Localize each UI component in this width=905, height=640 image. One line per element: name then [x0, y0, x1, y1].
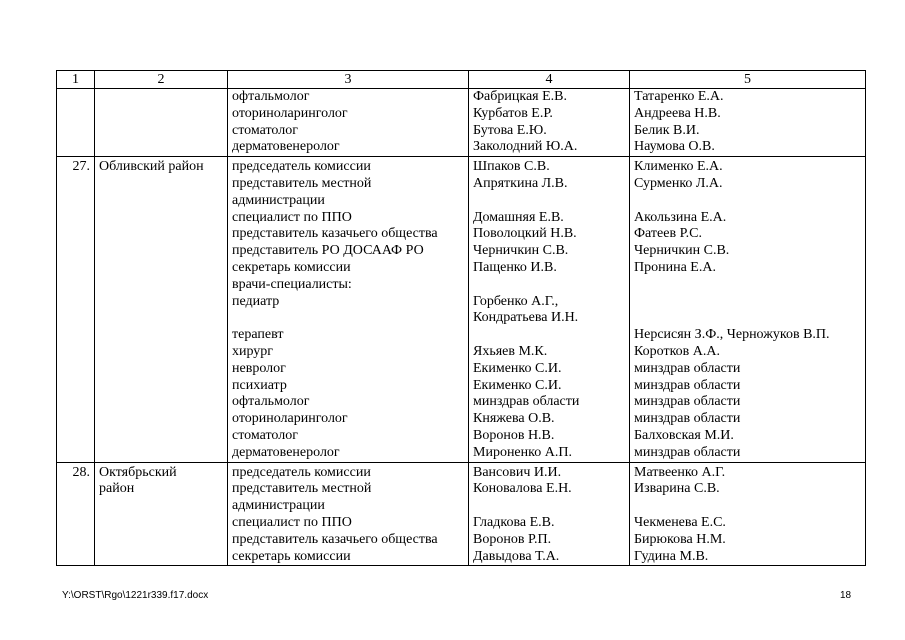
row-number-cell: [57, 89, 95, 157]
reserve-line: Фатеев Р.С.: [634, 226, 702, 242]
reserve-line: Наумова О.В.: [634, 139, 715, 155]
member-line: Поволоцкий Н.В.: [473, 226, 577, 242]
header-cell-2: 2: [95, 71, 228, 89]
reserve-line: минздрав области: [634, 444, 741, 460]
header-cell-1: 1: [57, 71, 95, 89]
member-line: Бутова Е.Ю.: [473, 122, 547, 138]
member-line: [473, 327, 625, 344]
member-line: минздрав области: [473, 394, 580, 410]
member-line: Екименко С.И.: [473, 360, 562, 376]
reserve-line: [634, 193, 861, 210]
reserve-line: [634, 498, 861, 515]
role-line: педиатр: [232, 293, 280, 309]
member-line: [473, 193, 625, 210]
role-line: представитель местной: [232, 175, 372, 191]
role-line: представитель казачьего общества: [232, 226, 438, 242]
role-line: представитель казачьего общества: [232, 531, 438, 547]
role-line: представитель РО ДОСААФ РО: [232, 243, 424, 259]
row-number: 27.: [72, 159, 90, 175]
member-line: Гладкова Е.В.: [473, 514, 555, 530]
reserve-line: Изварина С.В.: [634, 481, 720, 497]
reserve-line: Татаренко Е.А.: [634, 89, 724, 104]
role-line: терапевт: [232, 327, 284, 343]
row-number: [61, 89, 90, 106]
member-line: Коновалова Е.Н.: [473, 481, 572, 497]
reserve-line: минздрав области: [634, 377, 741, 393]
header-cell-4: 4: [469, 71, 630, 89]
member-line: Екименко С.И.: [473, 377, 562, 393]
role-line: невролог: [232, 360, 286, 376]
reserve-line: Балховская М.И.: [634, 427, 734, 443]
role-line: офтальмолог: [232, 394, 310, 410]
role-line: секретарь комиссии: [232, 259, 351, 275]
reserve-line: Пронина Е.А.: [634, 259, 716, 275]
role-cell: [228, 89, 469, 157]
reserve-line: [634, 310, 861, 327]
reserve-line: минздрав области: [634, 394, 741, 410]
reserve-line: Акользина Е.А.: [634, 209, 727, 225]
member-line: Шпаков С.В.: [473, 159, 550, 175]
member-line: Княжева О.В.: [473, 411, 555, 427]
role-line: администрации: [232, 498, 325, 514]
reserve-line: Клименко Е.А.: [634, 159, 723, 175]
role-cell: [228, 157, 469, 462]
header-cell-3: 3: [228, 71, 469, 89]
member-line: Горбенко А.Г.,: [473, 293, 559, 309]
member-line: Кондратьева И.Н.: [473, 310, 579, 326]
row-number-cell: [57, 157, 95, 462]
member-line: Фабрицкая Е.В.: [473, 89, 568, 104]
row-number: 28.: [72, 464, 90, 480]
member-line: Мироненко А.П.: [473, 444, 572, 460]
table-row: [57, 157, 866, 462]
district-cell: [95, 157, 228, 462]
role-line: администрации: [232, 192, 325, 208]
reserve-line: Андреева Н.В.: [634, 105, 721, 121]
district-cell: [95, 89, 228, 157]
reserve-cell: [630, 462, 866, 566]
reserve-cell: [630, 157, 866, 462]
reserve-line: Гудина М.В.: [634, 548, 709, 564]
member-cell: [469, 462, 630, 566]
reserve-line: минздрав области: [634, 411, 741, 427]
reserve-line: Матвеенко А.Г.: [634, 464, 726, 480]
role-line: секретарь комиссии: [232, 548, 351, 564]
reserve-line: [634, 277, 861, 294]
member-line: Апряткина Л.В.: [473, 175, 568, 191]
reserve-line: минздрав области: [634, 360, 741, 376]
row-number-cell: [57, 462, 95, 566]
role-line: оториноларинголог: [232, 105, 348, 121]
footer-file-path: Y:\ORST\Rgo\1221r339.f17.docx: [62, 590, 209, 601]
district-line: район: [99, 481, 135, 497]
member-line: [473, 277, 625, 294]
district-line: Обливский район: [99, 159, 204, 175]
member-line: Вансович И.И.: [473, 464, 562, 480]
role-line: председатель комиссии: [232, 464, 371, 480]
table-row: [57, 462, 866, 566]
member-line: Воронов Н.В.: [473, 427, 555, 443]
role-line: специалист по ППО: [232, 209, 352, 225]
table-row: [57, 89, 866, 157]
role-line: стоматолог: [232, 427, 298, 443]
role-line: председатель комиссии: [232, 159, 371, 175]
district-cell: [95, 462, 228, 566]
reserve-cell: [630, 89, 866, 157]
role-line: психиатр: [232, 377, 287, 393]
role-line: [232, 310, 464, 327]
district-line: [99, 89, 223, 106]
member-line: Заколодний Ю.А.: [473, 139, 578, 155]
role-line: хирург: [232, 343, 274, 359]
district-line: Октябрьский: [99, 464, 177, 480]
commission-table: [56, 70, 866, 566]
reserve-line: Сурменко Л.А.: [634, 175, 723, 191]
member-line: Яхьяев М.К.: [473, 343, 548, 359]
member-cell: [469, 89, 630, 157]
member-line: Черничкин С.В.: [473, 243, 569, 259]
member-line: Домашняя Е.В.: [473, 209, 564, 225]
role-line: оториноларинголог: [232, 411, 348, 427]
reserve-line: Белик В.И.: [634, 122, 700, 138]
header-row: [57, 71, 866, 89]
member-line: Воронов Р.П.: [473, 531, 552, 547]
role-line: врачи-специалисты:: [232, 276, 352, 292]
member-line: Давыдова Т.А.: [473, 548, 560, 564]
reserve-line: [634, 294, 861, 311]
role-line: дерматовенеролог: [232, 139, 340, 155]
member-line: [473, 498, 625, 515]
reserve-line: Бирюкова Н.М.: [634, 531, 726, 547]
member-line: Курбатов Е.Р.: [473, 105, 553, 121]
reserve-line: Нерсисян З.Ф., Черножуков В.П.: [634, 327, 830, 343]
role-cell: [228, 462, 469, 566]
role-line: специалист по ППО: [232, 514, 352, 530]
footer-page-number: 18: [840, 590, 852, 601]
member-line: Пащенко И.В.: [473, 259, 557, 275]
header-cell-5: 5: [630, 71, 866, 89]
role-line: дерматовенеролог: [232, 444, 340, 460]
member-cell: [469, 157, 630, 462]
role-line: представитель местной: [232, 481, 372, 497]
reserve-line: Черничкин С.В.: [634, 243, 730, 259]
reserve-line: Чекменева Е.С.: [634, 514, 726, 530]
role-line: офтальмолог: [232, 89, 310, 104]
reserve-line: Коротков А.А.: [634, 343, 720, 359]
role-line: стоматолог: [232, 122, 298, 138]
